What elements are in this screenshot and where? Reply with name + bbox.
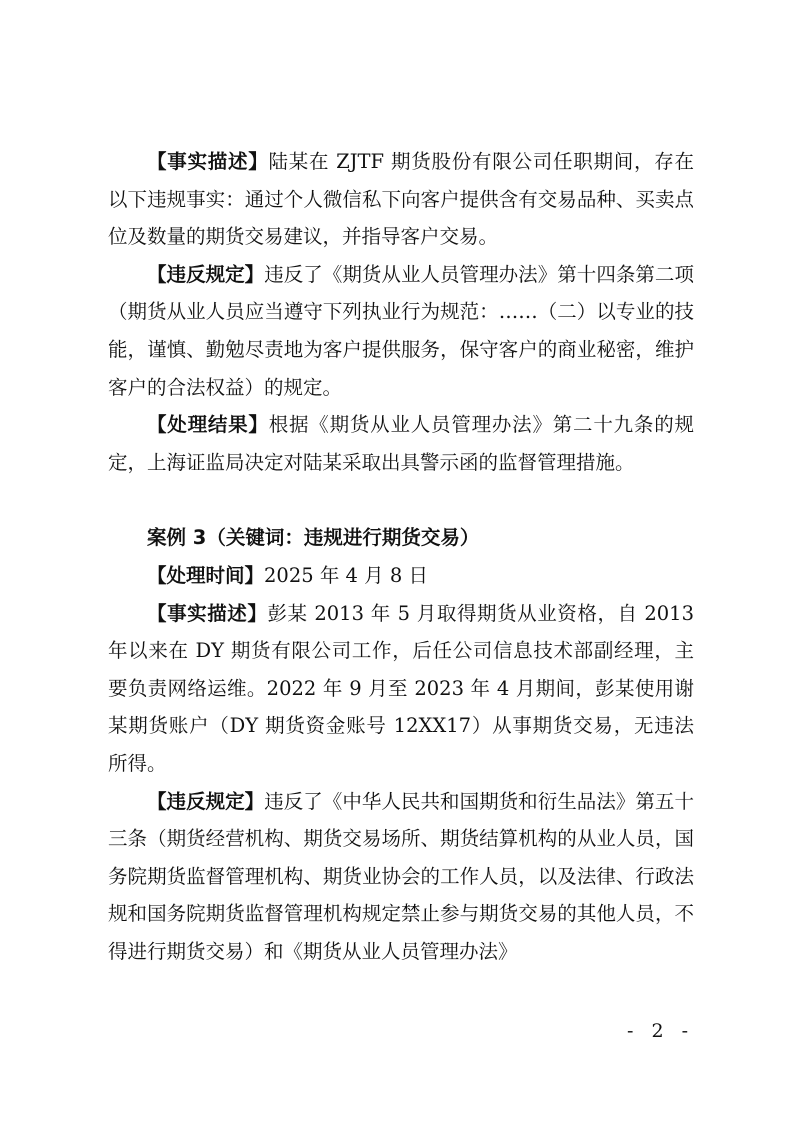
- handling-time-label: 【处理时间】: [147, 563, 265, 587]
- result-text: 根据《期货从业人员管理办法》第二十九条的规定，上海证监局决定对陆某采取出具警示函的监督管理措施。: [108, 413, 694, 474]
- case-heading-paragraph: [108, 519, 694, 557]
- case3-facts-paragraph: [108, 595, 694, 783]
- page-number: - 2 -: [626, 1020, 694, 1042]
- facts-text: 陆某在 ZJTF 期货股份有限公司任职期间，存在以下违规事实：通过个人微信私下向客户提供含有交易品种、买卖点位及数量的期货交易建议，并指导客户交易。: [108, 150, 694, 249]
- handling-time-value: 2025 年 4 月 8 日: [264, 563, 428, 587]
- handling-time-paragraph: [108, 557, 694, 595]
- result-label: 【处理结果】: [147, 413, 269, 437]
- case3-violation-paragraph: [108, 783, 694, 971]
- violation-text: 违反了《期货从业人员管理办法》第十四条第二项（期货从业人员应当遵守下列执业行为规范：……（二）以专业的技能，谨慎、勤勉尽责地为客户提供服务，保守客户的商业秘密，维护客户的合法权益）的规定。: [108, 262, 694, 399]
- facts-label: 【事实描述】: [147, 150, 269, 173]
- case3-violation-text: 违反了《中华人民共和国期货和衍生品法》第五十三条（期货经营机构、期货交易场所、期货结算机构的从业人员，国务院期货监督管理机构、期货业协会的工作人员，以及法律、行政法规和国务院期货监督管理机构规定禁止参与期货交易的其他人员，不得进行期货交易）和《期货从业人员管理办法》: [108, 789, 694, 963]
- violation-label: 【违反规定】: [147, 262, 265, 286]
- document-body: [108, 143, 694, 970]
- violation-paragraph: [108, 256, 694, 406]
- facts-paragraph: [108, 143, 694, 256]
- case3-violation-label: 【违反规定】: [147, 789, 265, 813]
- case-heading: 案例 3（关键词：违规进行期货交易）: [147, 526, 480, 550]
- result-paragraph: [108, 406, 694, 481]
- case3-facts-text: 彭某 2013 年 5 月取得期货从业资格，自 2013 年以来在 DY 期货有限公司工作，后任公司信息技术部副经理，主要负责网络运维。2022 年 9 月至 2023 年 4 月期间，彭某使用谢某期货账户（DY 期货资金账号 12XX17）从事期货交易，无违法所得。: [108, 601, 694, 775]
- case3-facts-label: 【事实描述】: [147, 601, 268, 625]
